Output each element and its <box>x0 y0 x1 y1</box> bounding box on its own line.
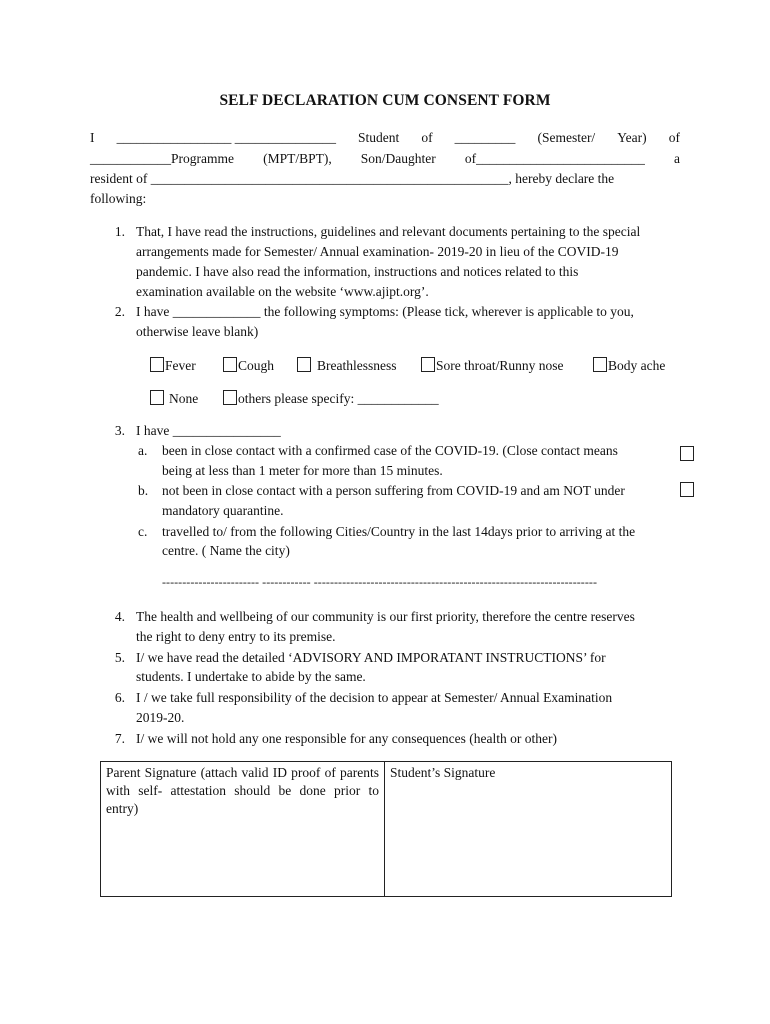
item-3-line: I have ________________ <box>136 423 281 438</box>
item-1-line: arrangements made for Semester/ Annual examination- 2019-20 in lieu of the COVID-19 <box>136 244 619 259</box>
item-1-line: examination available on the website ‘www.ajipt.org’. <box>136 284 429 299</box>
fever-checkbox[interactable] <box>150 357 164 372</box>
intro-text: of <box>421 130 433 145</box>
item-number: 3. <box>114 423 125 438</box>
symptom-label: Sore throat/Runny nose <box>436 358 564 373</box>
intro-text: Son/Daughter <box>360 151 436 166</box>
subitem-a-line: being at less than 1 meter for more than 15 minutes. <box>162 463 443 478</box>
intro-text: Year) <box>617 130 647 145</box>
intro-text: of <box>668 130 680 145</box>
intro-text: a <box>673 151 680 166</box>
student-signature-label: Student’s Signature <box>390 765 496 780</box>
item-5-line: students. I undertake to abide by the same. <box>136 669 366 684</box>
programme-blank[interactable]: ____________Programme <box>90 151 234 166</box>
symptom-label: None <box>169 391 199 406</box>
intro-text: Student <box>358 130 400 145</box>
symptom-label: Breathlessness <box>317 358 397 373</box>
symptom-fever <box>150 357 196 374</box>
item-number: 2. <box>114 304 125 319</box>
subitem-label: b. <box>138 483 149 498</box>
item-4-line: The health and wellbeing of our community is our first priority, therefore the centre reserves <box>136 609 635 624</box>
symptom-sore-throat <box>421 357 564 374</box>
subitem-c-line: travelled to/ from the following Cities/Country in the last 14days prior to arriving at the <box>162 524 636 539</box>
body-ache-checkbox[interactable] <box>593 357 607 372</box>
others-checkbox[interactable] <box>223 390 237 405</box>
subitem-a-line: been in close contact with a confirmed case of the COVID-19. (Close contact means <box>162 443 618 458</box>
intro-line-3: resident of _____________________________________________________, hereby declare the <box>90 171 615 186</box>
item-6-line: 2019-20. <box>136 710 185 725</box>
no-contact-checkbox[interactable] <box>680 482 694 497</box>
symptom-label: Body ache <box>608 358 666 373</box>
parent-name-blank[interactable]: of_________________________ <box>464 151 645 166</box>
parent-signature-cell[interactable] <box>101 762 385 897</box>
item-1-line: pandemic. I have also read the information, instructions and notices related to this <box>136 264 579 279</box>
parent-signature-label: Parent Signature (attach valid ID proof of parents with self- attestation should be done prior to entry) <box>106 765 379 816</box>
breathlessness-checkbox[interactable] <box>297 357 311 372</box>
signature-table <box>100 761 672 897</box>
symptom-label: others please specify: ____________ <box>238 391 439 406</box>
intro-line-1 <box>90 130 680 146</box>
intro-text: (MPT/BPT), <box>263 151 332 166</box>
item-number: 5. <box>114 650 125 665</box>
item-4-line: the right to deny entry to its premise. <box>136 629 336 644</box>
item-number: 6. <box>114 690 125 705</box>
subitem-c-line: centre. ( Name the city) <box>162 543 290 558</box>
close-contact-checkbox[interactable] <box>680 446 694 461</box>
sore-throat-checkbox[interactable] <box>421 357 435 372</box>
subitem-b-line: not been in close contact with a person suffering from COVID-19 and am NOT under <box>162 483 625 498</box>
symptom-cough <box>223 357 274 374</box>
item-1-line: That, I have read the instructions, guidelines and relevant documents pertaining to the special <box>136 224 641 239</box>
subitem-label: a. <box>138 443 148 458</box>
symptom-none <box>150 390 198 407</box>
intro-line-4: following: <box>90 191 147 206</box>
intro-text: (Semester/ <box>537 130 596 145</box>
item-7-line: I/ we will not hold any one responsible for any consequences (health or other) <box>136 731 557 746</box>
student-name-blank[interactable]: _________________ _______________ <box>116 130 336 145</box>
item-5-line: I/ we have read the detailed ‘ADVISORY AND IMPORATANT INSTRUCTIONS’ for <box>136 650 606 665</box>
none-checkbox[interactable] <box>150 390 164 405</box>
student-signature-cell[interactable] <box>385 762 672 897</box>
city-entry-dashes[interactable]: ------------------------ ------------ ---------------------------------------------------------------------- <box>162 575 597 589</box>
symptom-breathlessness <box>297 357 396 374</box>
item-2-line: otherwise leave blank) <box>136 324 259 339</box>
semester-blank[interactable]: _________ <box>454 130 516 145</box>
intro-text: I <box>90 130 95 145</box>
symptom-label: Cough <box>238 358 275 373</box>
symptom-others <box>223 390 439 407</box>
item-number: 4. <box>114 609 125 624</box>
item-number: 7. <box>114 731 125 746</box>
item-2-line: I have _____________ the following symptoms: (Please tick, wherever is applicable to you, <box>136 304 634 319</box>
symptom-body-ache <box>593 357 665 374</box>
item-number: 1. <box>114 224 125 239</box>
symptom-label: Fever <box>165 358 196 373</box>
item-6-line: I / we take full responsibility of the decision to appear at Semester/ Annual Examination <box>136 690 613 705</box>
cough-checkbox[interactable] <box>223 357 237 372</box>
subitem-label: c. <box>138 524 148 539</box>
intro-line-2 <box>90 151 680 167</box>
form-title: SELF DECLARATION CUM CONSENT FORM <box>219 92 551 109</box>
subitem-b-line: mandatory quarantine. <box>162 503 284 518</box>
